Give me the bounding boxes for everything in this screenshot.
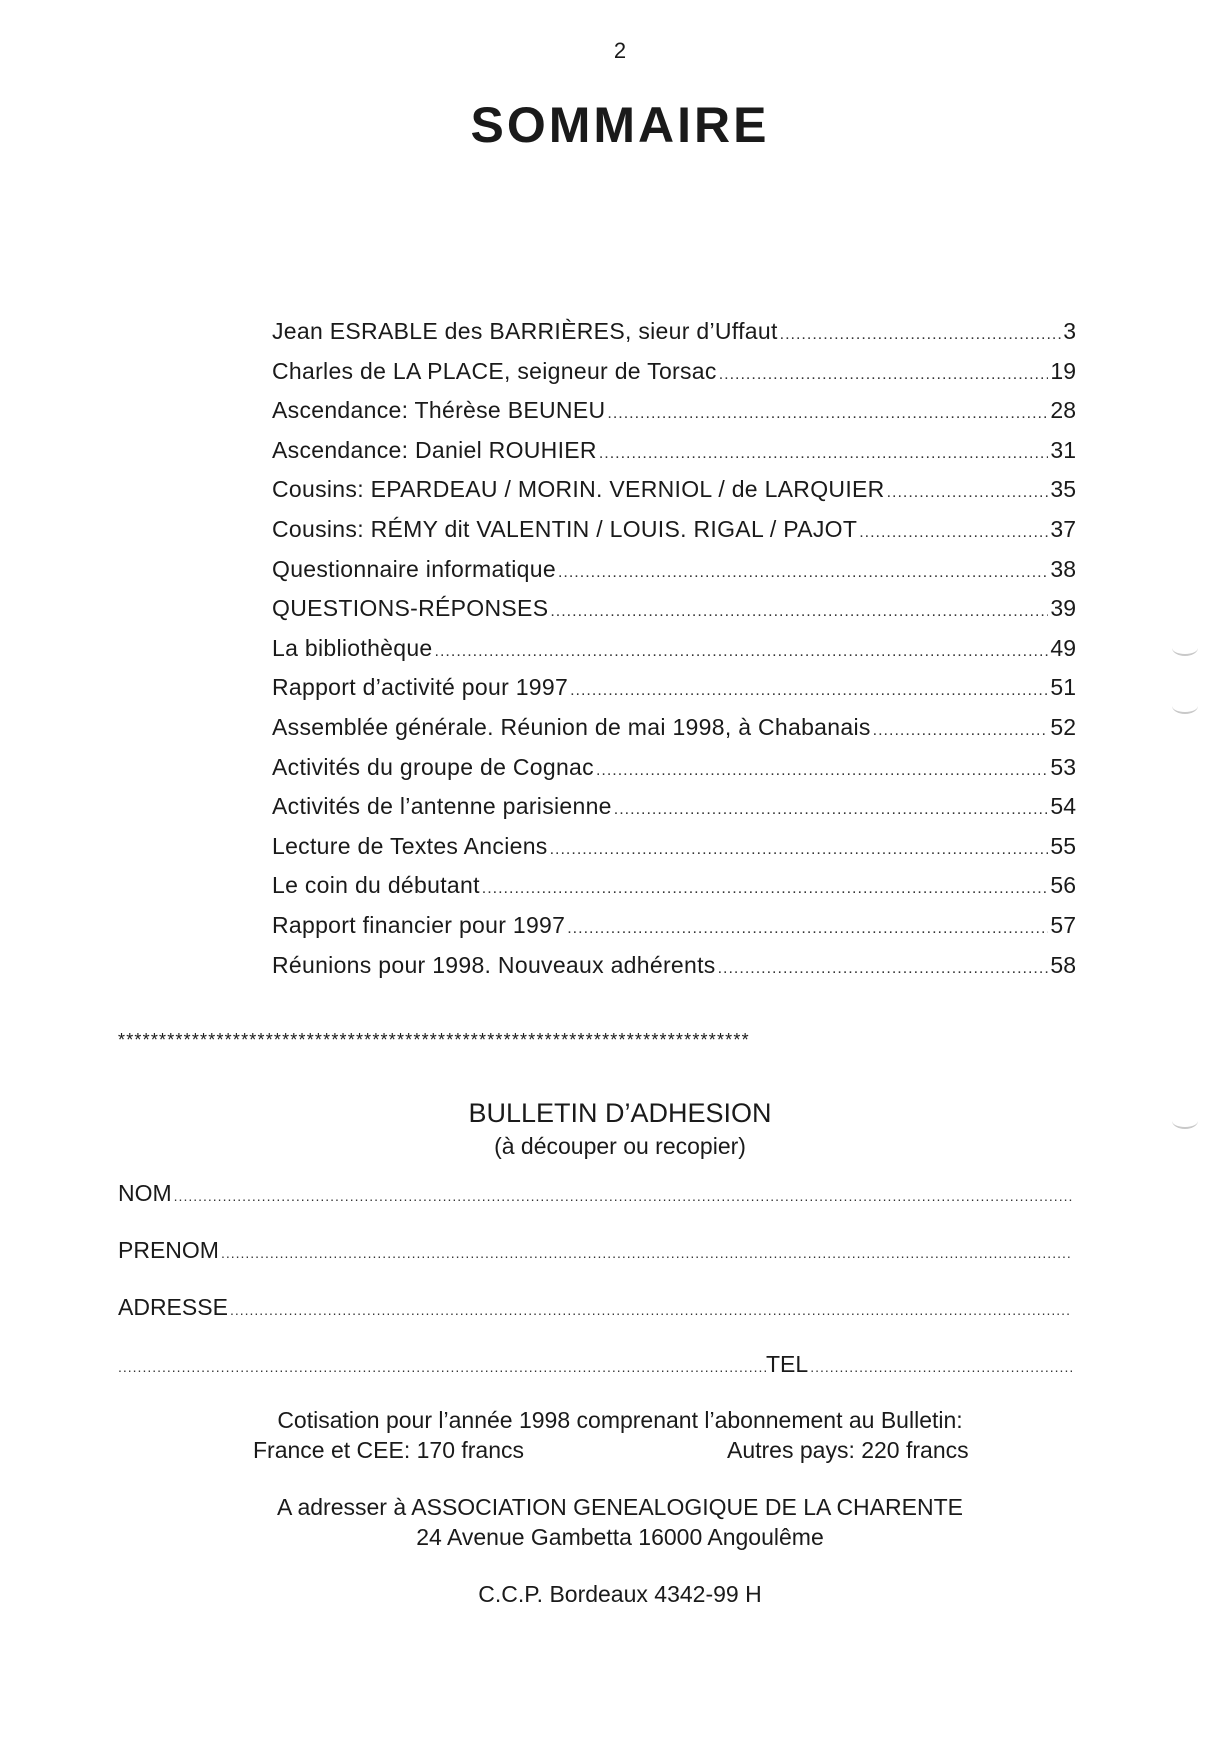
toc-entry bbox=[272, 912, 1076, 952]
toc-entry bbox=[272, 833, 1076, 873]
toc-entry-page: 3 bbox=[1063, 318, 1076, 344]
toc-entry bbox=[272, 516, 1076, 556]
ccp-account: C.C.P. Bordeaux 4342-99 H bbox=[478, 1581, 762, 1607]
toc-leader-dots bbox=[859, 524, 1048, 542]
toc-leader-dots bbox=[435, 643, 1049, 661]
toc-entry bbox=[272, 714, 1076, 754]
toc-entry-page: 56 bbox=[1050, 872, 1076, 899]
toc-entry-page: 19 bbox=[1050, 357, 1076, 384]
toc-entry bbox=[272, 635, 1076, 675]
tel-dotted-line bbox=[810, 1359, 1072, 1375]
toc-leader-dots bbox=[887, 484, 1049, 502]
toc-entry-page: 53 bbox=[1050, 753, 1076, 780]
fee-other-countries: Autres pays: 220 francs bbox=[727, 1437, 969, 1463]
toc-entry bbox=[272, 674, 1076, 714]
toc-entry-page: 35 bbox=[1050, 476, 1076, 503]
nom-dotted-line bbox=[174, 1188, 1072, 1204]
toc-entry-title: Lecture de Textes Anciens bbox=[272, 832, 548, 859]
toc-leader-dots bbox=[614, 801, 1049, 819]
toc-entry-title: QUESTIONS-RÉPONSES bbox=[272, 595, 549, 622]
adresse-continuation-dotted-line bbox=[118, 1359, 766, 1375]
toc-entry bbox=[272, 872, 1076, 912]
toc-leader-dots bbox=[550, 841, 1049, 859]
toc-leader-dots bbox=[599, 445, 1049, 463]
toc-leader-dots bbox=[482, 880, 1049, 898]
table-of-contents bbox=[272, 318, 1076, 991]
adresse-dotted-line bbox=[230, 1302, 1072, 1318]
toc-entry bbox=[272, 397, 1076, 437]
toc-entry bbox=[272, 595, 1076, 635]
fee-france: France et CEE: 170 francs bbox=[253, 1437, 525, 1463]
toc-entry-page: 51 bbox=[1050, 674, 1076, 701]
toc-entry-title: Activités de l’antenne parisienne bbox=[272, 793, 612, 820]
punch-hole-mark bbox=[1172, 640, 1198, 656]
fee-description: Cotisation pour l’année 1998 comprenant l’abonnement au Bulletin: bbox=[277, 1407, 963, 1433]
toc-leader-dots bbox=[873, 722, 1049, 740]
toc-leader-dots bbox=[780, 326, 1062, 344]
toc-leader-dots bbox=[719, 366, 1049, 384]
toc-entry-page: 37 bbox=[1050, 515, 1076, 542]
toc-entry-title: La bibliothèque bbox=[272, 634, 433, 661]
toc-entry bbox=[272, 476, 1076, 516]
toc-entry-page: 55 bbox=[1050, 832, 1076, 859]
toc-entry-title: Rapport financier pour 1997 bbox=[272, 911, 566, 938]
toc-entry-title: Réunions pour 1998. Nouveaux adhérents bbox=[272, 951, 716, 978]
toc-entry-page: 39 bbox=[1050, 595, 1076, 622]
punch-hole-mark bbox=[1172, 1113, 1198, 1129]
bulletin-subtitle: (à découper ou recopier) bbox=[494, 1133, 746, 1159]
toc-entry-page: 49 bbox=[1050, 634, 1076, 661]
asterisk-separator: ***************************************************************************** bbox=[118, 1030, 750, 1050]
tel-label: TEL bbox=[766, 1351, 809, 1377]
punch-hole-mark bbox=[1172, 698, 1198, 714]
toc-entry bbox=[272, 556, 1076, 596]
prenom-dotted-line bbox=[221, 1245, 1072, 1261]
toc-leader-dots bbox=[550, 603, 1048, 621]
toc-entry-title: Rapport d’activité pour 1997 bbox=[272, 674, 569, 701]
toc-entry-title: Activités du groupe de Cognac bbox=[272, 753, 594, 780]
toc-entry bbox=[272, 318, 1076, 358]
toc-leader-dots bbox=[570, 682, 1048, 700]
toc-entry bbox=[272, 437, 1076, 477]
toc-entry-title: Le coin du débutant bbox=[272, 872, 480, 899]
toc-entry bbox=[272, 793, 1076, 833]
toc-leader-dots bbox=[607, 405, 1048, 423]
toc-entry-page: 52 bbox=[1050, 713, 1076, 740]
nom-field[interactable] bbox=[118, 1180, 1072, 1207]
toc-entry-page: 57 bbox=[1050, 911, 1076, 938]
toc-leader-dots bbox=[596, 762, 1048, 780]
toc-entry-title: Ascendance: Thérèse BEUNEU bbox=[272, 397, 606, 424]
page-number: 2 bbox=[613, 38, 627, 63]
toc-leader-dots bbox=[567, 920, 1048, 938]
toc-entry-title: Charles de LA PLACE, seigneur de Torsac bbox=[272, 357, 717, 384]
toc-entry-title: Assemblée générale. Réunion de mai 1998, à Chabanais bbox=[272, 713, 871, 740]
toc-entry bbox=[272, 952, 1076, 992]
prenom-field[interactable] bbox=[118, 1237, 1072, 1264]
toc-entry-title: Cousins: RÉMY dit VALENTIN / LOUIS. RIGAL / PAJOT bbox=[272, 515, 858, 542]
toc-entry-title: Jean ESRABLE des BARRIÈRES, sieur d’Uffaut bbox=[272, 318, 778, 344]
adresse-field[interactable] bbox=[118, 1294, 1072, 1321]
toc-entry-page: 28 bbox=[1050, 397, 1076, 424]
tel-field[interactable] bbox=[118, 1351, 1072, 1378]
toc-entry bbox=[272, 358, 1076, 398]
address-street: 24 Avenue Gambetta 16000 Angoulême bbox=[416, 1524, 824, 1550]
adresse-label: ADRESSE bbox=[118, 1294, 228, 1320]
toc-leader-dots bbox=[558, 564, 1048, 582]
prenom-label: PRENOM bbox=[118, 1237, 219, 1263]
toc-entry-title: Questionnaire informatique bbox=[272, 555, 556, 582]
toc-entry bbox=[272, 754, 1076, 794]
toc-entry-page: 31 bbox=[1050, 436, 1076, 463]
toc-entry-page: 54 bbox=[1050, 793, 1076, 820]
toc-entry-page: 58 bbox=[1050, 951, 1076, 978]
nom-label: NOM bbox=[118, 1180, 172, 1206]
toc-entry-page: 38 bbox=[1050, 555, 1076, 582]
toc-entry-title: Cousins: EPARDEAU / MORIN. VERNIOL / de LARQUIER bbox=[272, 476, 885, 503]
toc-entry-title: Ascendance: Daniel ROUHIER bbox=[272, 436, 597, 463]
bulletin-title: BULLETIN D’ADHESION bbox=[468, 1098, 772, 1128]
toc-leader-dots bbox=[718, 960, 1049, 978]
address-recipient: A adresser à ASSOCIATION GENEALOGIQUE DE LA CHARENTE bbox=[277, 1494, 963, 1520]
page-title: SOMMAIRE bbox=[470, 97, 770, 153]
